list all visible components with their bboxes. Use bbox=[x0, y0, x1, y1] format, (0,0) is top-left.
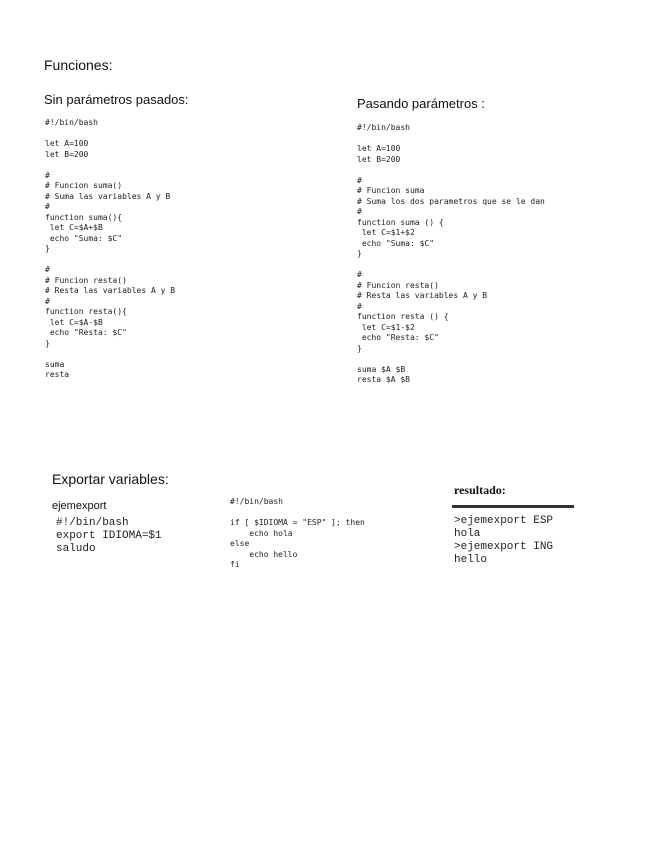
heading-pasando-parametros: Pasando parámetros : bbox=[357, 96, 485, 111]
section-title-exportar: Exportar variables: bbox=[52, 471, 169, 487]
section-title-funciones: Funciones: bbox=[44, 57, 113, 73]
heading-sin-parametros: Sin parámetros pasados: bbox=[44, 92, 189, 107]
code-block-sin-parametros: #!/bin/bash let A=100 let B=200 # # Funcion suma() # Suma las variables A y B # function suma(){ let C=$A+$B echo "Suma: $C" } # # Funcion resta() # Resta las variables A y B # function resta(){ let C=$A-$B echo "Resta: $C" } suma resta bbox=[45, 118, 176, 379]
resultado-label: resultado: bbox=[454, 483, 506, 497]
code-block-saludo: #!/bin/bash if [ $IDIOMA = "ESP" ]; then echo hola else echo hello fi bbox=[230, 497, 365, 569]
code-block-resultado: >ejemexport ESP hola >ejemexport ING hello bbox=[454, 515, 554, 566]
code-block-ejemexport: #!/bin/bash export IDIOMA=$1 saludo bbox=[56, 517, 162, 555]
resultado-divider bbox=[452, 505, 574, 508]
ejemexport-label: ejemexport bbox=[52, 500, 107, 512]
code-block-pasando-parametros: #!/bin/bash let A=100 let B=200 # # Funcion suma # Suma los dos parametros que se le dan # function suma () { let C=$1+$2 echo "Suma: $C" } # # Funcion resta() # Resta las variables A y B # function resta () { let C=$1-$2 echo "Resta: $C" } suma $A $B resta $A $B bbox=[357, 123, 545, 384]
